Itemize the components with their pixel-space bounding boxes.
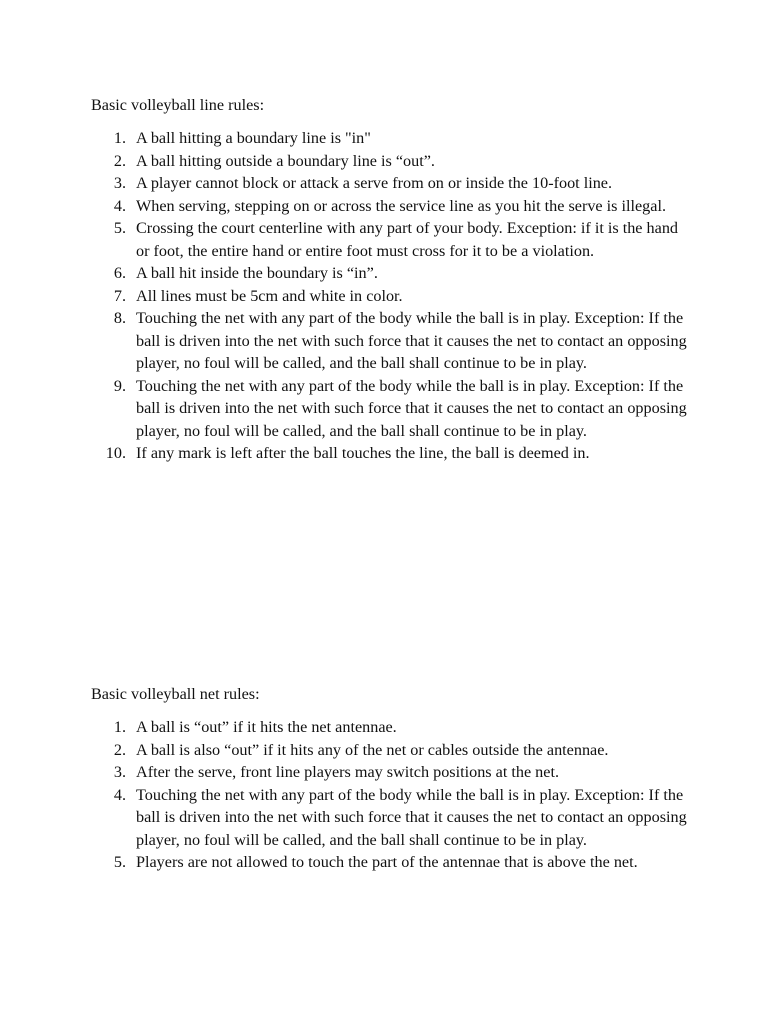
line-rule-item xyxy=(91,217,691,262)
net-rule-item xyxy=(91,761,691,784)
rule-number: 2. xyxy=(113,151,126,170)
rule-text: A ball hitting outside a boundary line is “out”. xyxy=(136,151,435,170)
line-rule-item xyxy=(91,442,691,465)
rule-text: A ball is “out” if it hits the net antennae. xyxy=(136,718,397,736)
rule-text: A ball is also “out” if it hits any of the net or cables outside the antennae. xyxy=(136,740,609,759)
rule-number: 10. xyxy=(105,444,126,462)
net-rule-item xyxy=(91,739,691,762)
rule-number: 2. xyxy=(113,740,126,759)
line-rule-item xyxy=(91,375,691,443)
line-rules-heading: Basic volleyball line rules: xyxy=(91,96,265,114)
rule-text: Players are not allowed to touch the part of the antennae that is above the net. xyxy=(136,853,638,871)
rule-text: A ball hit inside the boundary is “in”. xyxy=(136,264,378,282)
net-rules-heading: Basic volleyball net rules: xyxy=(91,685,260,703)
rule-text: After the serve, front line players may switch positions at the net. xyxy=(136,763,560,781)
line-rules-section xyxy=(91,94,691,465)
rule-number: 5. xyxy=(113,853,126,871)
rule-number: 9. xyxy=(113,376,126,395)
rule-number: 6. xyxy=(113,264,126,282)
line-rule-item xyxy=(91,150,691,173)
rule-text: A ball hitting a boundary line is "in" xyxy=(136,129,371,147)
rule-text: A player cannot block or attack a serve from on or inside the 10-foot line. xyxy=(136,174,613,192)
rule-number: 5. xyxy=(113,219,126,237)
net-rules-section xyxy=(91,683,691,874)
net-rules-list xyxy=(91,716,691,874)
rule-number: 4. xyxy=(113,196,126,215)
rule-text: When serving, stepping on or across the service line as you hit the serve is illegal. xyxy=(136,196,666,215)
line-rule-item xyxy=(91,307,691,375)
rule-text: All lines must be 5cm and white in color. xyxy=(136,286,403,305)
rule-number: 1. xyxy=(113,718,126,736)
line-rule-item xyxy=(91,127,691,150)
rule-number: 1. xyxy=(113,129,126,147)
rule-text: Crossing the court centerline with any part of your body. Exception: if it is the hand or foot, the entire hand or entire foot must cross for it to be a violation. xyxy=(136,219,679,260)
rule-text: Touching the net with any part of the body while the ball is in play. Exception: If the ball is driven into the net with such force that it causes the net to contact an opposing player, no foul will be called, and the ball shall continue to be in play. xyxy=(136,376,687,440)
net-rule-item xyxy=(91,784,691,852)
net-rule-item xyxy=(91,851,691,874)
rule-number: 3. xyxy=(113,174,126,192)
rule-text: Touching the net with any part of the body while the ball is in play. Exception: If the ball is driven into the net with such force that it causes the net to contact an opposing player, no foul will be called, and the ball shall continue to be in play. xyxy=(136,785,687,849)
rule-text: Touching the net with any part of the body while the ball is in play. Exception: If the ball is driven into the net with such force that it causes the net to contact an opposing player, no foul will be called, and the ball shall continue to be in play. xyxy=(136,309,687,372)
rule-number: 3. xyxy=(113,763,126,781)
line-rule-item xyxy=(91,285,691,308)
line-rule-item xyxy=(91,262,691,285)
rule-number: 7. xyxy=(113,286,126,305)
rule-number: 4. xyxy=(113,785,126,804)
net-rule-item xyxy=(91,716,691,739)
line-rule-item xyxy=(91,195,691,218)
line-rule-item xyxy=(91,172,691,195)
rule-text: If any mark is left after the ball touches the line, the ball is deemed in. xyxy=(136,444,590,462)
rule-number: 8. xyxy=(113,309,126,327)
line-rules-list xyxy=(91,127,691,465)
